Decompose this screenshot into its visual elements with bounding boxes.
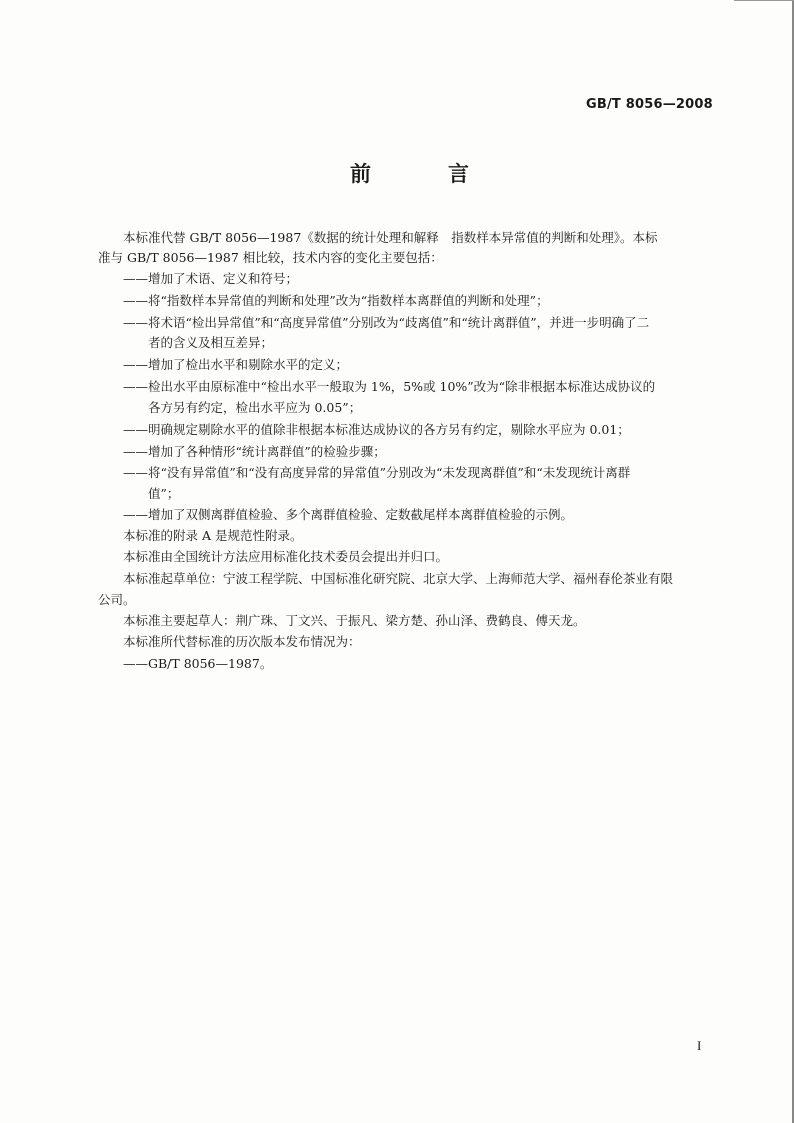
list-item: ——将术语“检出异常值”和“高度异常值”分别改为“歧离值”和“统计离群值”，并进一步明确了二	[123, 315, 650, 330]
page-title: 前 言	[350, 162, 497, 186]
paragraph-line: 准与 GB/T 8056—1987 相比较，技术内容的变化主要包括：	[98, 250, 443, 265]
paragraph-line: 本标准所代替标准的历次版本发布情况为：	[123, 634, 361, 649]
list-item: ——增加了检出水平和剔除水平的定义；	[123, 357, 349, 372]
paragraph-line: 本标准代替 GB/T 8056—1987《数据的统计处理和解释 指数样本异常值的判断和处理》。本标	[123, 230, 658, 245]
paragraph-line: 本标准的附录 A 是规范性附录。	[123, 528, 303, 543]
paragraph-line: 公司。	[98, 592, 136, 607]
list-item-continuation: 各方另有约定，检出水平应为 0.05”；	[148, 400, 362, 415]
page-number: I	[697, 1038, 702, 1053]
list-item: ——GB/T 8056—1987。	[123, 656, 273, 671]
list-item: ——将“没有异常值”和“没有高度异常的异常值”分别改为“未发现离群值”和“未发现统计离群	[123, 465, 631, 480]
list-item: ——检出水平由原标准中“检出水平一般取为 1%，5%或 10%”改为“除非根据本标准达成协议的	[123, 379, 656, 394]
standard-code: GB/T 8056—2008	[586, 97, 713, 112]
list-item: ——增加了术语、定义和符号；	[123, 271, 299, 286]
list-item: ——将“指数样本异常值的判断和处理”改为“指数样本离群值的判断和处理”；	[123, 293, 549, 308]
list-item-continuation: 者的含义及相互差异；	[148, 335, 274, 350]
list-item-continuation: 值”；	[148, 486, 180, 501]
list-item: ——增加了各种情形“统计离群值”的检验步骤；	[123, 444, 386, 459]
list-item: ——明确规定剔除水平的值除非根据本标准达成协议的各方另有约定，剔除水平应为 0.01；	[123, 422, 630, 437]
paragraph-line: 本标准主要起草人：荆广珠、丁文兴、于振凡、梁方楚、孙山泽、费鹤良、傅天龙。	[123, 613, 586, 628]
list-item: ——增加了双侧离群值检验、多个离群值检验、定数截尾样本离群值检验的示例。	[123, 507, 574, 522]
paragraph-line: 本标准由全国统计方法应用标准化技术委员会提出并归口。	[123, 549, 449, 564]
paragraph-line: 本标准起草单位：宁波工程学院、中国标准化研究院、北京大学、上海师范大学、福州春伦茶业有限	[123, 571, 674, 586]
